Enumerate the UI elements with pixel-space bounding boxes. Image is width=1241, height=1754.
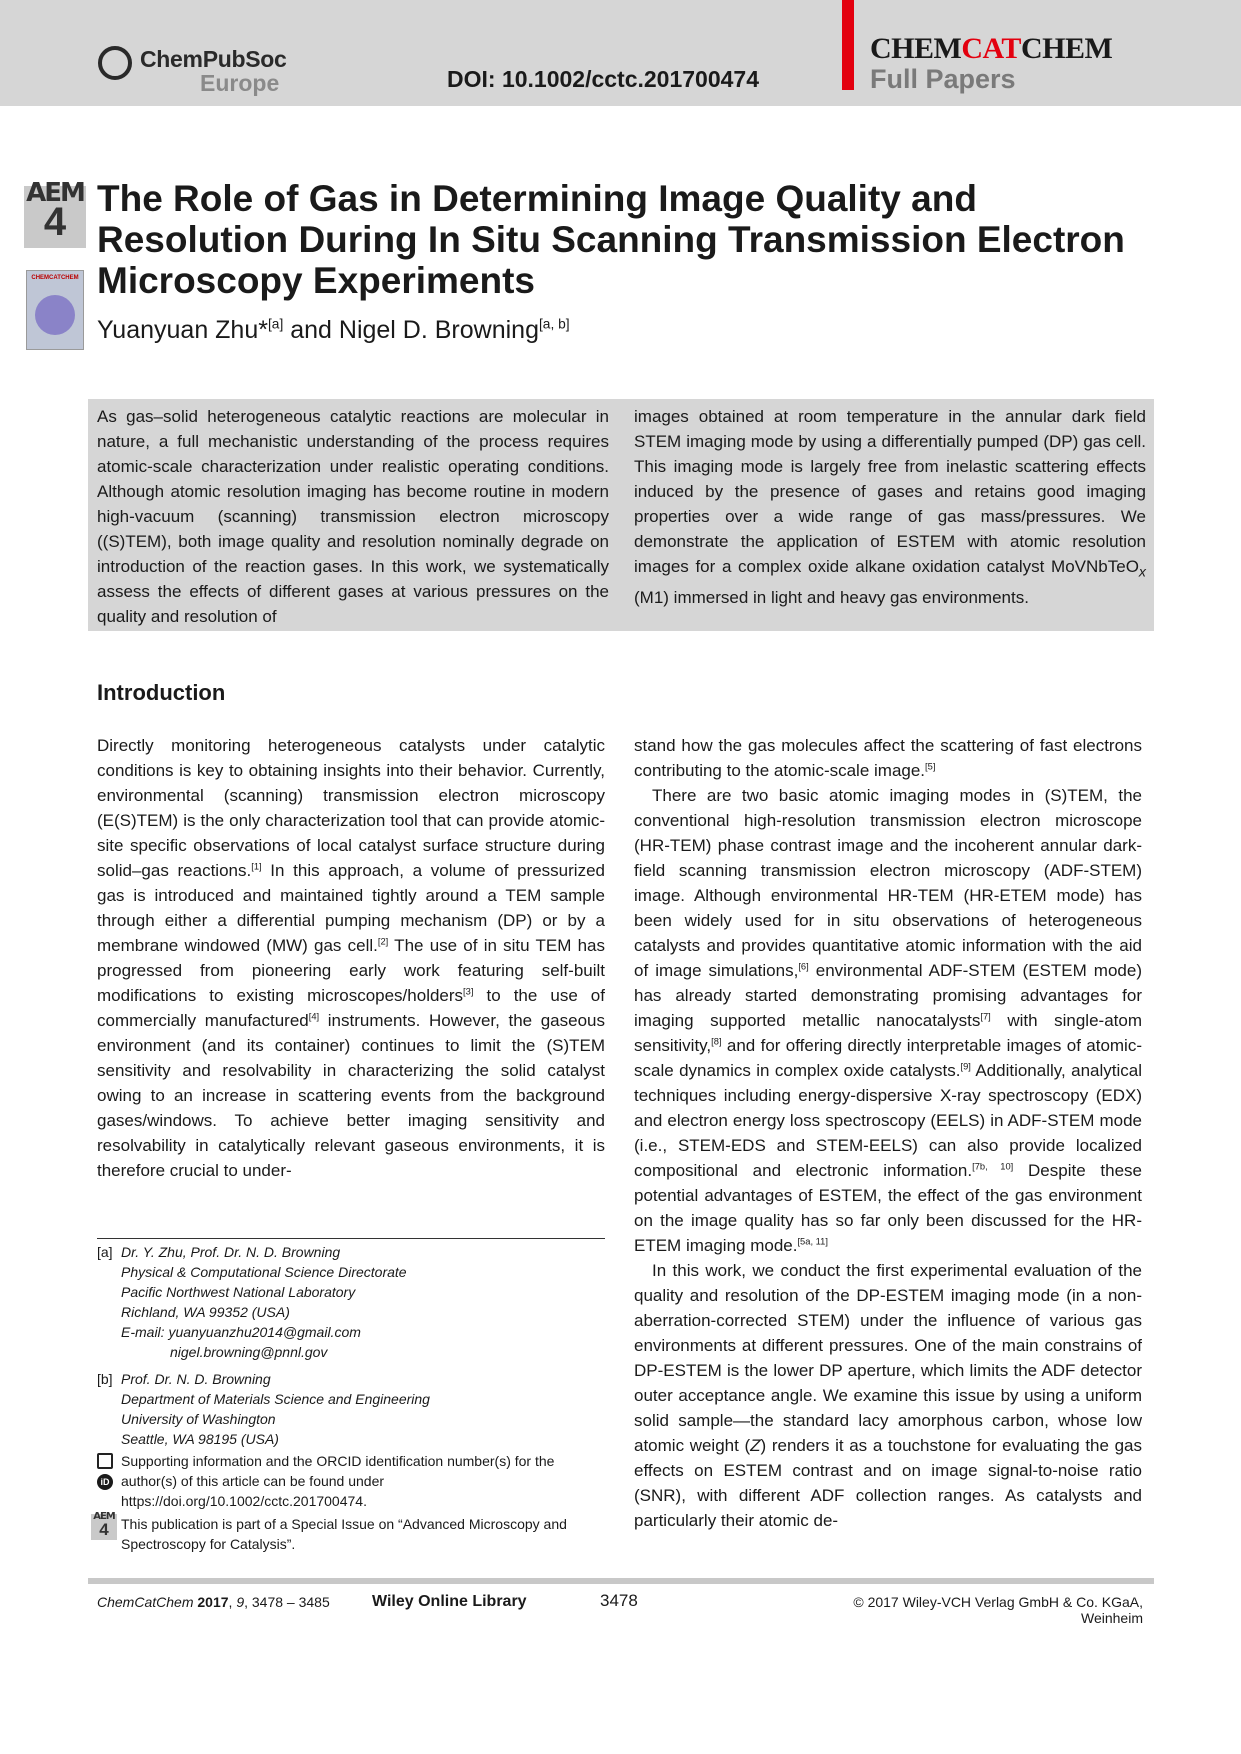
- special-issue-icon: AEM 4: [91, 1514, 117, 1540]
- article-title: The Role of Gas in Determining Image Quality and Resolution During In Situ Scanning Transmission Electron Microscopy Experiments: [97, 178, 1125, 301]
- doi-label[interactable]: DOI: 10.1002/cctc.201700474: [447, 66, 760, 92]
- wiley-online-library-link[interactable]: Wiley Online Library: [372, 1593, 527, 1610]
- footer-citation: ChemCatChem 2017, 9, 3478 – 3485: [97, 1594, 330, 1610]
- citation-ref[interactable]: [5a, 11]: [797, 1236, 828, 1247]
- journal-cover-thumbnail: CHEMCATCHEM: [26, 270, 84, 350]
- intro-paragraph-2: There are two basic atomic imaging modes in (S)TEM, the conventional high-resolution transmission electron microscope (HR-TEM) phase contrast image and the incoherent annular dark-field scanning transmission electron microscopy (ADF-STEM) image. Although environmental HR-TEM (HR-ETEM mode) has been widely used for in situ observations of heterogeneous catalysts and provides quantitative atomic information with the aid of image simulations,[6] environmental ADF-STEM (ESTEM mode) has already started demonstrating promising advantages for imaging supported metallic nanocatalysts[7] with single-atom sensitivity,[8] and for offering directly interpretable images of atomic-scale dynamics in complex oxide catalysts.[9] Additionally, analytical techniques including energy-dispersive X-ray spectroscopy (EDX) and electron energy loss spectroscopy (EELS) in ADF-STEM mode (i.e., STEM-EDS and STEM-EELS) can also provide localized compositional and electronic information.[7b, 10] Despite these potential advantages of ESTEM, the effect of the gas environment on the image quality has so far only been discussed for the HR-ETEM imaging mode.[5a, 11]: [634, 786, 1142, 1255]
- citation-ref[interactable]: [8]: [711, 1036, 722, 1047]
- footnote-divider: [97, 1238, 605, 1239]
- section-label: Full Papers: [870, 64, 1016, 94]
- citation-ref[interactable]: [6]: [798, 961, 809, 972]
- abstract-right-column: images obtained at room temperature in the annular dark field STEM imaging mode by using a differentially pumped (DP) gas cell. This imaging mode is largely free from inelastic scattering effects induced by the presence of gases and retains good imaging properties over a wide range of gas mass/pressures. We demonstrate the application of ESTEM with atomic resolution images for a complex oxide alkane oxidation catalyst MoVNbTeO$_x$ (M1) immersed in light and heavy gas environments.: [634, 407, 1146, 608]
- supporting-info-text[interactable]: Supporting information and the ORCID identification number(s) for the author(s) of this article can be found under https://doi.org/10.1002/cctc.201700474.: [121, 1453, 555, 1509]
- citation-ref[interactable]: [4]: [308, 1011, 320, 1022]
- journal-accent-bar: [842, 0, 854, 90]
- citation-ref[interactable]: [1]: [251, 861, 262, 872]
- citation-ref[interactable]: [9]: [960, 1061, 971, 1072]
- intro-paragraph-3: In this work, we conduct the first experimental evaluation of the quality and resolution of the DP-ESTEM imaging mode (in a non-aberration-corrected STEM) under the influence of various gas environments at different pressures. One of the main constrains of DP-ESTEM is the lower DP aperture, which limits the ADF detector outer acceptance angle. We examine this issue by using a uniform solid sample—the standard lacy amorphous carbon, whose low atomic weight (Z) renders it as a touchstone for evaluating the gas effects on ESTEM contrast and on image signal-to-noise ratio (SNR), with different ADF collection ranges. As catalysts and particularly their atomic de-: [634, 1261, 1142, 1530]
- chempubsoc-logo-icon: [98, 46, 132, 80]
- author-list: Yuanyuan Zhu*[a] and Nigel D. Browning[a, b]: [97, 316, 570, 344]
- special-issue-badge-icon: AEM 4: [24, 186, 86, 248]
- journal-name: CHEMCATCHEM: [870, 32, 1113, 65]
- body-right-column: [634, 733, 1142, 1533]
- citation-ref[interactable]: [7]: [980, 1011, 991, 1022]
- abstract-left-column: As gas–solid heterogeneous catalytic reactions are molecular in nature, a full mechanistic understanding of the process requires atomic-scale characterization under realistic operating conditions. Although atomic resolution imaging has become routine in modern high-vacuum (scanning) transmission electron microscopy ((S)TEM), both image quality and resolution nominally degrade on introduction of the reaction gases. In this work, we systematically assess the effects of different gases at various pressures on the quality and resolution of: [97, 407, 609, 626]
- abstract-box: [88, 399, 1154, 631]
- citation-ref[interactable]: [3]: [463, 986, 474, 997]
- intro-paragraph-1-continued: stand how the gas molecules affect the scattering of fast electrons contributing to the atomic-scale image.[5]: [634, 736, 1142, 780]
- citation-ref[interactable]: [5]: [925, 761, 936, 772]
- footer-divider: [88, 1578, 1154, 1584]
- citation-ref[interactable]: [2]: [377, 936, 389, 947]
- copyright-notice: © 2017 Wiley-VCH Verlag GmbH & Co. KGaA, Weinheim: [853, 1594, 1143, 1626]
- email-link[interactable]: nigel.browning@pnnl.gov: [170, 1344, 328, 1360]
- citation-ref[interactable]: [7b, 10]: [972, 1161, 1014, 1172]
- page-number: 3478: [600, 1591, 638, 1610]
- publisher-sub: Europe: [200, 70, 280, 96]
- orcid-icon: iD: [97, 1474, 113, 1490]
- introduction-heading: Introduction: [97, 680, 226, 705]
- cover-art-icon: [35, 295, 75, 335]
- body-left-column: [97, 733, 605, 1183]
- monitor-icon: [97, 1453, 113, 1469]
- intro-paragraph-1: Directly monitoring heterogeneous catalysts under catalytic conditions is key to obtaining insights into their behavior. Currently, environmental (scanning) transmission electron microscopy (E(S)TEM) is the only characterization tool that can provide atomic-site specific observations of local catalyst surface structure during solid–gas reactions.[1] In this approach, a volume of pressurized gas is introduced and maintained tightly around a TEM sample through either a differential pumping mechanism (DP) or by a membrane windowed (MW) gas cell.[2] The use of in situ TEM has progressed from pioneering early work featuring self-built modifications to existing microscopes/holders[3] to the use of commercially manufactured[4] instruments. However, the gaseous environment (and its container) continues to limit the (S)TEM sensitivity and resolvability in characterizing the solid catalyst owing to an increase in scattering events from the background gases/windows. To achieve better imaging sensitivity and resolvability in catalytically relevant gaseous environments, it is therefore crucial to under-: [97, 736, 606, 1180]
- publisher-name: ChemPubSoc: [140, 46, 287, 72]
- email-link[interactable]: E-mail: yuanyuanzhu2014@gmail.com: [121, 1324, 361, 1340]
